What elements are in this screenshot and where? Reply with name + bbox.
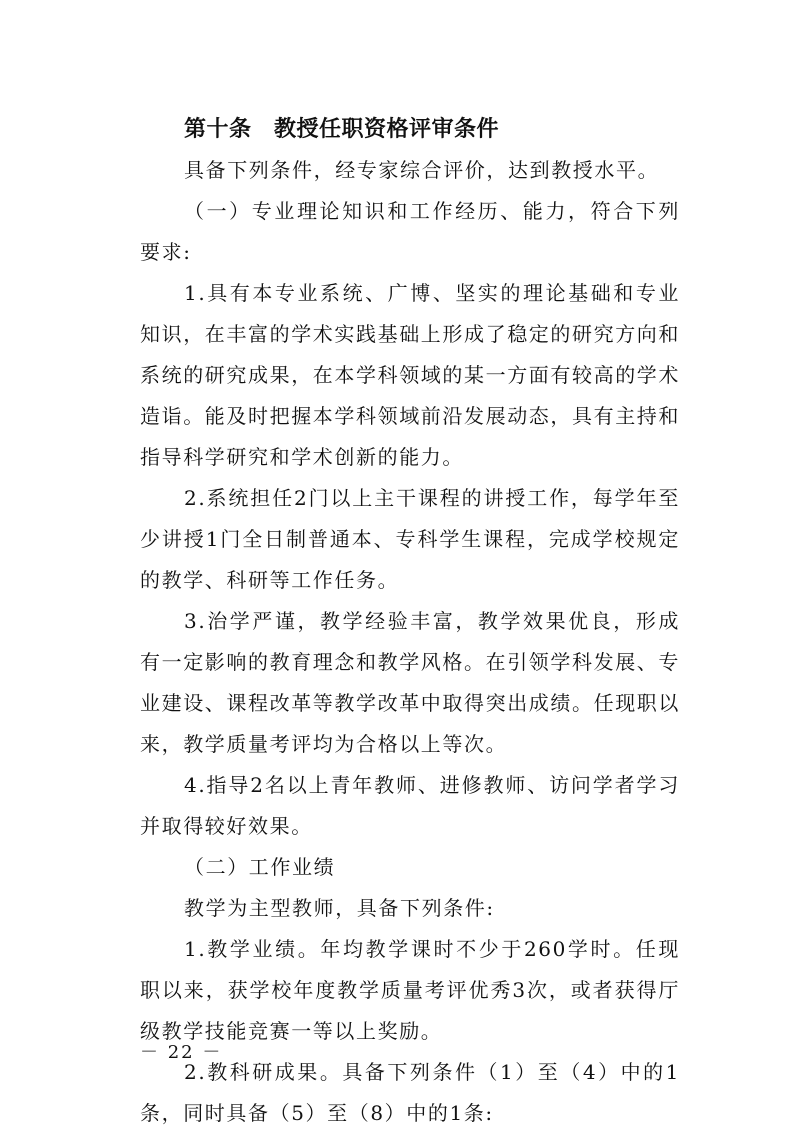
paragraph-item-1: 1.具有本专业系统、广博、坚实的理论基础和专业知识，在丰富的学术实践基础上形成了稳定的研究方向和系统的研究成果，在本学科领域的某一方面有较高的学术造诣。能及时把握本学科领域前沿发展动态，具有主持和指导科学研究和学术创新的能力。	[140, 281, 680, 469]
paragraph-teaching-performance: 1.教学业绩。年均教学课时不少于260学时。任现职以来，获学校年度教学质量考评优秀3次，或者获得厅级教学技能竞赛一等以上奖励。	[140, 937, 680, 1043]
paragraph-section-1: （一）专业理论知识和工作经历、能力，符合下列要求:	[140, 199, 680, 264]
paragraph-intro: 具备下列条件，经专家综合评价，达到教授水平。	[184, 158, 660, 182]
document-body	[140, 109, 680, 1134]
paragraph-item-2: 2.系统担任2门以上主干课程的讲授工作，每学年至少讲授1门全日制普通本、专科学生课程，完成学校规定的教学、科研等工作任务。	[140, 486, 680, 592]
paragraph-teaching-type: 教学为主型教师，具备下列条件:	[184, 896, 495, 920]
article-heading: 第十条 教授任职资格评审条件	[184, 117, 500, 142]
paragraph-research-results: 2.教科研成果。具备下列条件（1）至（4）中的1条，同时具备（5）至（8）中的1条:	[140, 1060, 680, 1125]
paragraph-item-3: 3.治学严谨，教学经验丰富，教学效果优良，形成有一定影响的教育理念和教学风格。在引领学科发展、专业建设、课程改革等教学改革中取得突出成绩。任现职以来，教学质量考评均为合格以上等次。	[140, 609, 680, 756]
paragraph-section-2: （二）工作业绩	[184, 855, 336, 879]
paragraph-item-4: 4.指导2名以上青年教师、进修教师、访问学者学习并取得较好效果。	[140, 773, 680, 838]
page-number: － 22 －	[140, 1042, 223, 1063]
